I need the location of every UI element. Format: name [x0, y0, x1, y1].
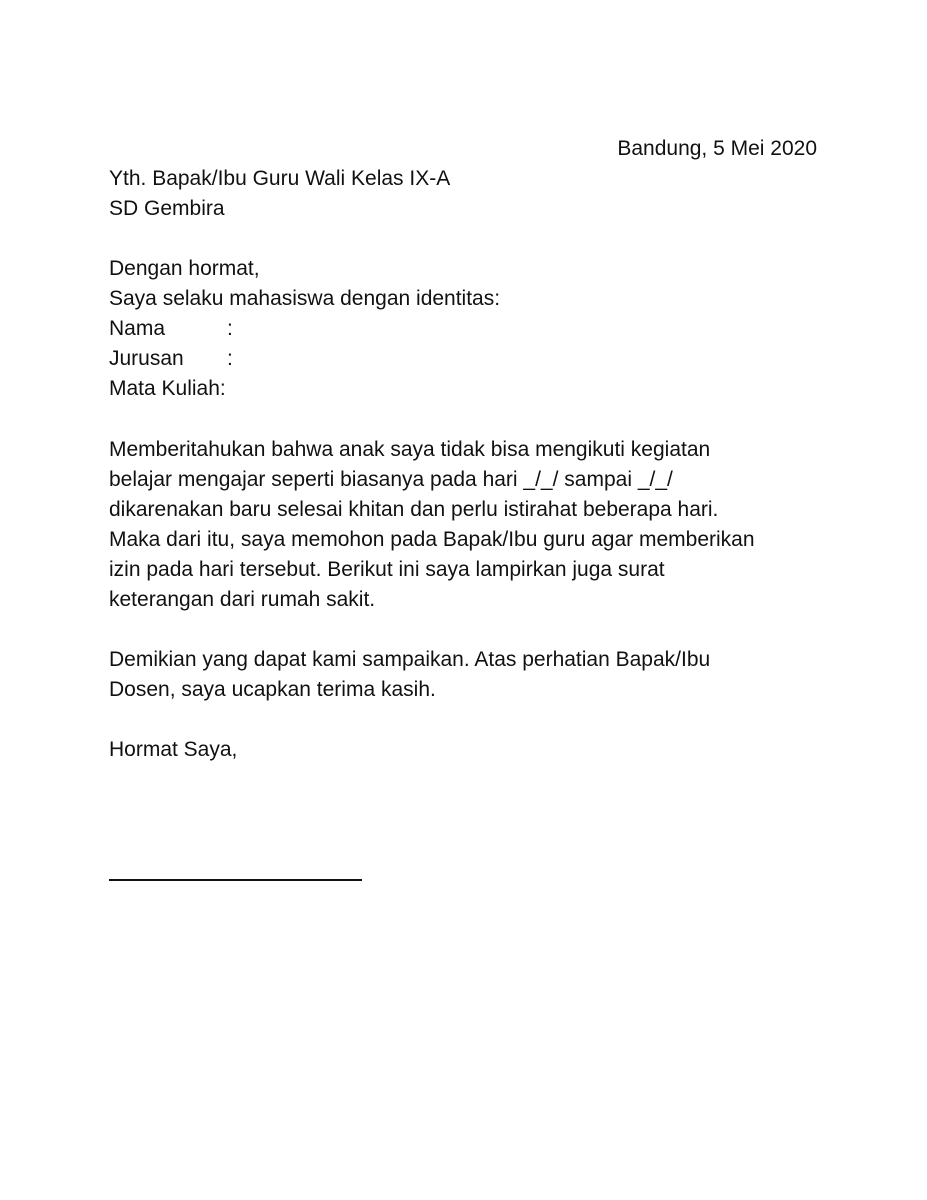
identity-field-mata-kuliah — [109, 374, 226, 404]
recipient-line-1: Yth. Bapak/Ibu Guru Wali Kelas IX-A — [109, 167, 451, 190]
body-line: Maka dari itu, saya memohon pada Bapak/Ibu guru agar memberikan — [109, 528, 755, 551]
closing-line: Demikian yang dapat kami sampaikan. Atas perhatian Bapak/Ibu — [109, 648, 711, 671]
field-label: Mata Kuliah: — [109, 377, 226, 400]
place-date: Bandung, 5 Mei 2020 — [617, 137, 817, 160]
body-line: keterangan dari rumah sakit. — [109, 588, 376, 611]
signature-line — [109, 879, 362, 881]
greeting: Dengan hormat, — [109, 257, 260, 280]
body-line: Memberitahukan bahwa anak saya tidak bisa mengikuti kegiatan — [109, 438, 711, 461]
body-line: dikarenakan baru selesai khitan dan perlu istirahat beberapa hari. — [109, 498, 719, 521]
closing-line: Dosen, saya ucapkan terima kasih. — [109, 678, 436, 701]
body-line: izin pada hari tersebut. Berikut ini saya lampirkan juga surat — [109, 558, 665, 581]
identity-field-jurusan — [109, 344, 233, 374]
body-line: belajar mengajar seperti biasanya pada hari _/_/ sampai _/_/ — [109, 468, 673, 491]
field-label: Jurusan — [109, 347, 184, 370]
intro-text: Saya selaku mahasiswa dengan identitas: — [109, 287, 501, 310]
recipient-line-2: SD Gembira — [109, 197, 225, 220]
signoff: Hormat Saya, — [109, 738, 238, 761]
field-label: Nama — [109, 317, 166, 340]
field-colon: : — [227, 347, 233, 370]
identity-field-nama — [109, 314, 233, 344]
field-colon: : — [227, 317, 233, 340]
